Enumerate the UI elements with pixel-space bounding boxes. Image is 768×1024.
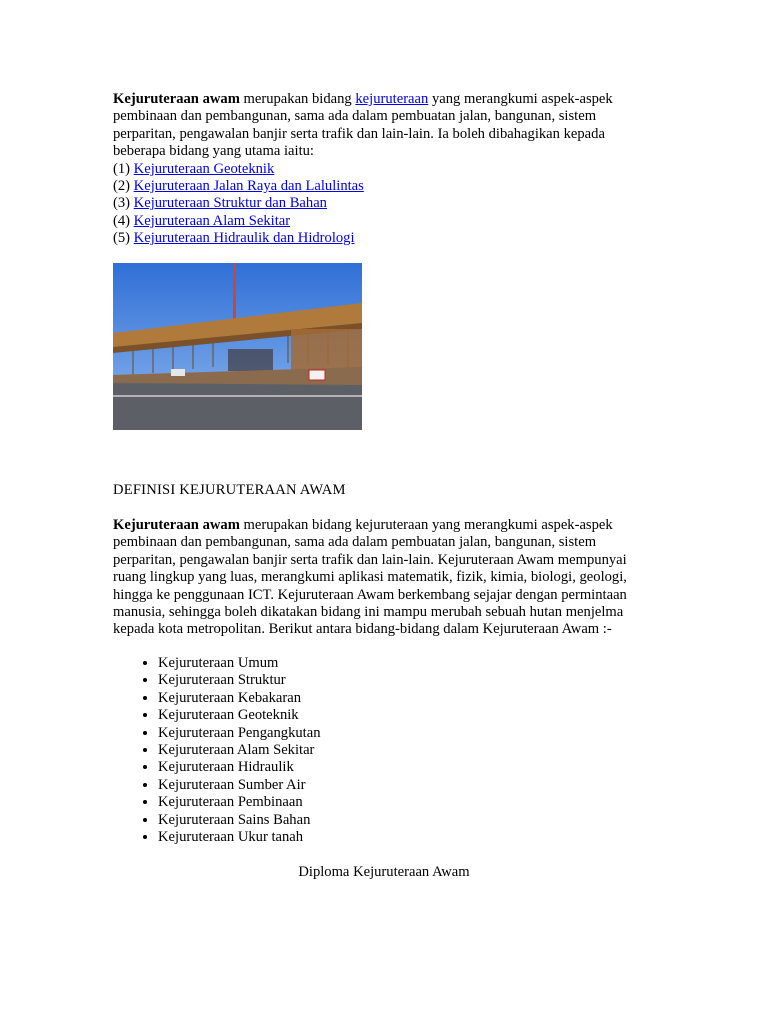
branch-number: (1) <box>113 160 134 177</box>
list-item: • Kejuruteraan Umum <box>158 655 558 672</box>
list-item: • Kejuruteraan Pengangkutan <box>158 725 558 742</box>
branch-list <box>113 161 653 248</box>
branch-number: (5) <box>113 230 134 247</box>
branch-link-geoteknik[interactable]: Kejuruteraan Geoteknik <box>133 160 275 177</box>
definition-term: Kejuruteraan awam <box>113 517 240 533</box>
branch-item <box>113 161 653 178</box>
list-item: • Kejuruteraan Ukur tanah <box>158 829 558 846</box>
road-marking <box>113 395 362 397</box>
list-item: • Kejuruteraan Struktur <box>158 672 558 689</box>
branch-item <box>113 178 653 195</box>
list-item: • Kejuruteraan Sains Bahan <box>158 812 558 829</box>
definition-paragraph <box>113 517 653 639</box>
list-item: • Kejuruteraan Pembinaan <box>158 794 558 811</box>
branch-link-alam-sekitar[interactable]: Kejuruteraan Alam Sekitar <box>133 212 291 229</box>
list-item: • Kejuruteraan Geoteknik <box>158 707 558 724</box>
road-sign <box>309 370 325 380</box>
right-structure <box>291 329 362 373</box>
branch-item <box>113 213 653 230</box>
list-item: • Kejuruteraan Hidraulik <box>158 759 558 776</box>
intro-section <box>113 91 653 248</box>
branch-number: (2) <box>113 178 134 195</box>
pier-underside <box>228 349 273 371</box>
list-item: • Kejuruteraan Sumber Air <box>158 777 558 794</box>
list-item: • Kejuruteraan Kebakaran <box>158 690 558 707</box>
branch-item <box>113 230 653 247</box>
diploma-caption: Diploma Kejuruteraan Awam <box>298 864 470 880</box>
bridge-construction-illustration <box>113 263 362 430</box>
branch-link-jalan-raya[interactable]: Kejuruteraan Jalan Raya dan Lalulintas <box>133 178 364 195</box>
branch-item <box>113 195 653 212</box>
list-item: • Kejuruteraan Alam Sekitar <box>158 742 558 759</box>
intro-paragraph <box>113 91 653 161</box>
construction-photo <box>113 263 362 430</box>
intro-text-after-link: yang merangkumi aspek-aspek pembinaan dan pembangunan, sama ada dalam pembuatan jalan, bangunan, sistem perparitan, pengawalan banjir serta trafik dan lain-lain. Ia boleh dibahagikan kepada beberapa bidang yang utama iaitu: <box>113 91 613 160</box>
definition-heading: DEFINISI KEJURUTERAAN AWAM <box>113 482 346 498</box>
branch-number: (4) <box>113 212 134 229</box>
branch-number: (3) <box>113 195 134 212</box>
intro-link-kejuruteraan[interactable]: kejuruteraan <box>355 91 429 107</box>
branch-link-hidraulik[interactable]: Kejuruteraan Hidraulik dan Hidrologi <box>133 230 355 247</box>
definition-section <box>113 517 653 639</box>
definition-text: merupakan bidang kejuruteraan yang merangkumi aspek-aspek pembinaan dan pembangunan, sama ada dalam pembuatan jalan, bangunan, sistem perparitan, pengawalan banjir serta trafik dan lain-lain. Kejuruteraan Awam mempunyai ruang lingkup yang luas, merangkumi aplikasi matematik, fizik, kimia, biologi, geologi, hingga ke penggunaan ICT. Kejuruteraan Awam berkembang sejajar dengan permintaan manusia, sehingga boleh dikatakan bidang ini mampu merubah sebuah hutan menjelma kepada kota metropolitan. Berikut antara bidang-bidang dalam Kejuruteraan Awam :- <box>113 517 627 638</box>
fields-list <box>113 655 558 846</box>
road <box>113 383 362 430</box>
branch-link-struktur[interactable]: Kejuruteraan Struktur dan Bahan <box>133 195 327 212</box>
intro-term: Kejuruteraan awam <box>113 91 240 107</box>
vehicle <box>171 369 185 376</box>
intro-text-before-link: merupakan bidang <box>239 91 356 107</box>
